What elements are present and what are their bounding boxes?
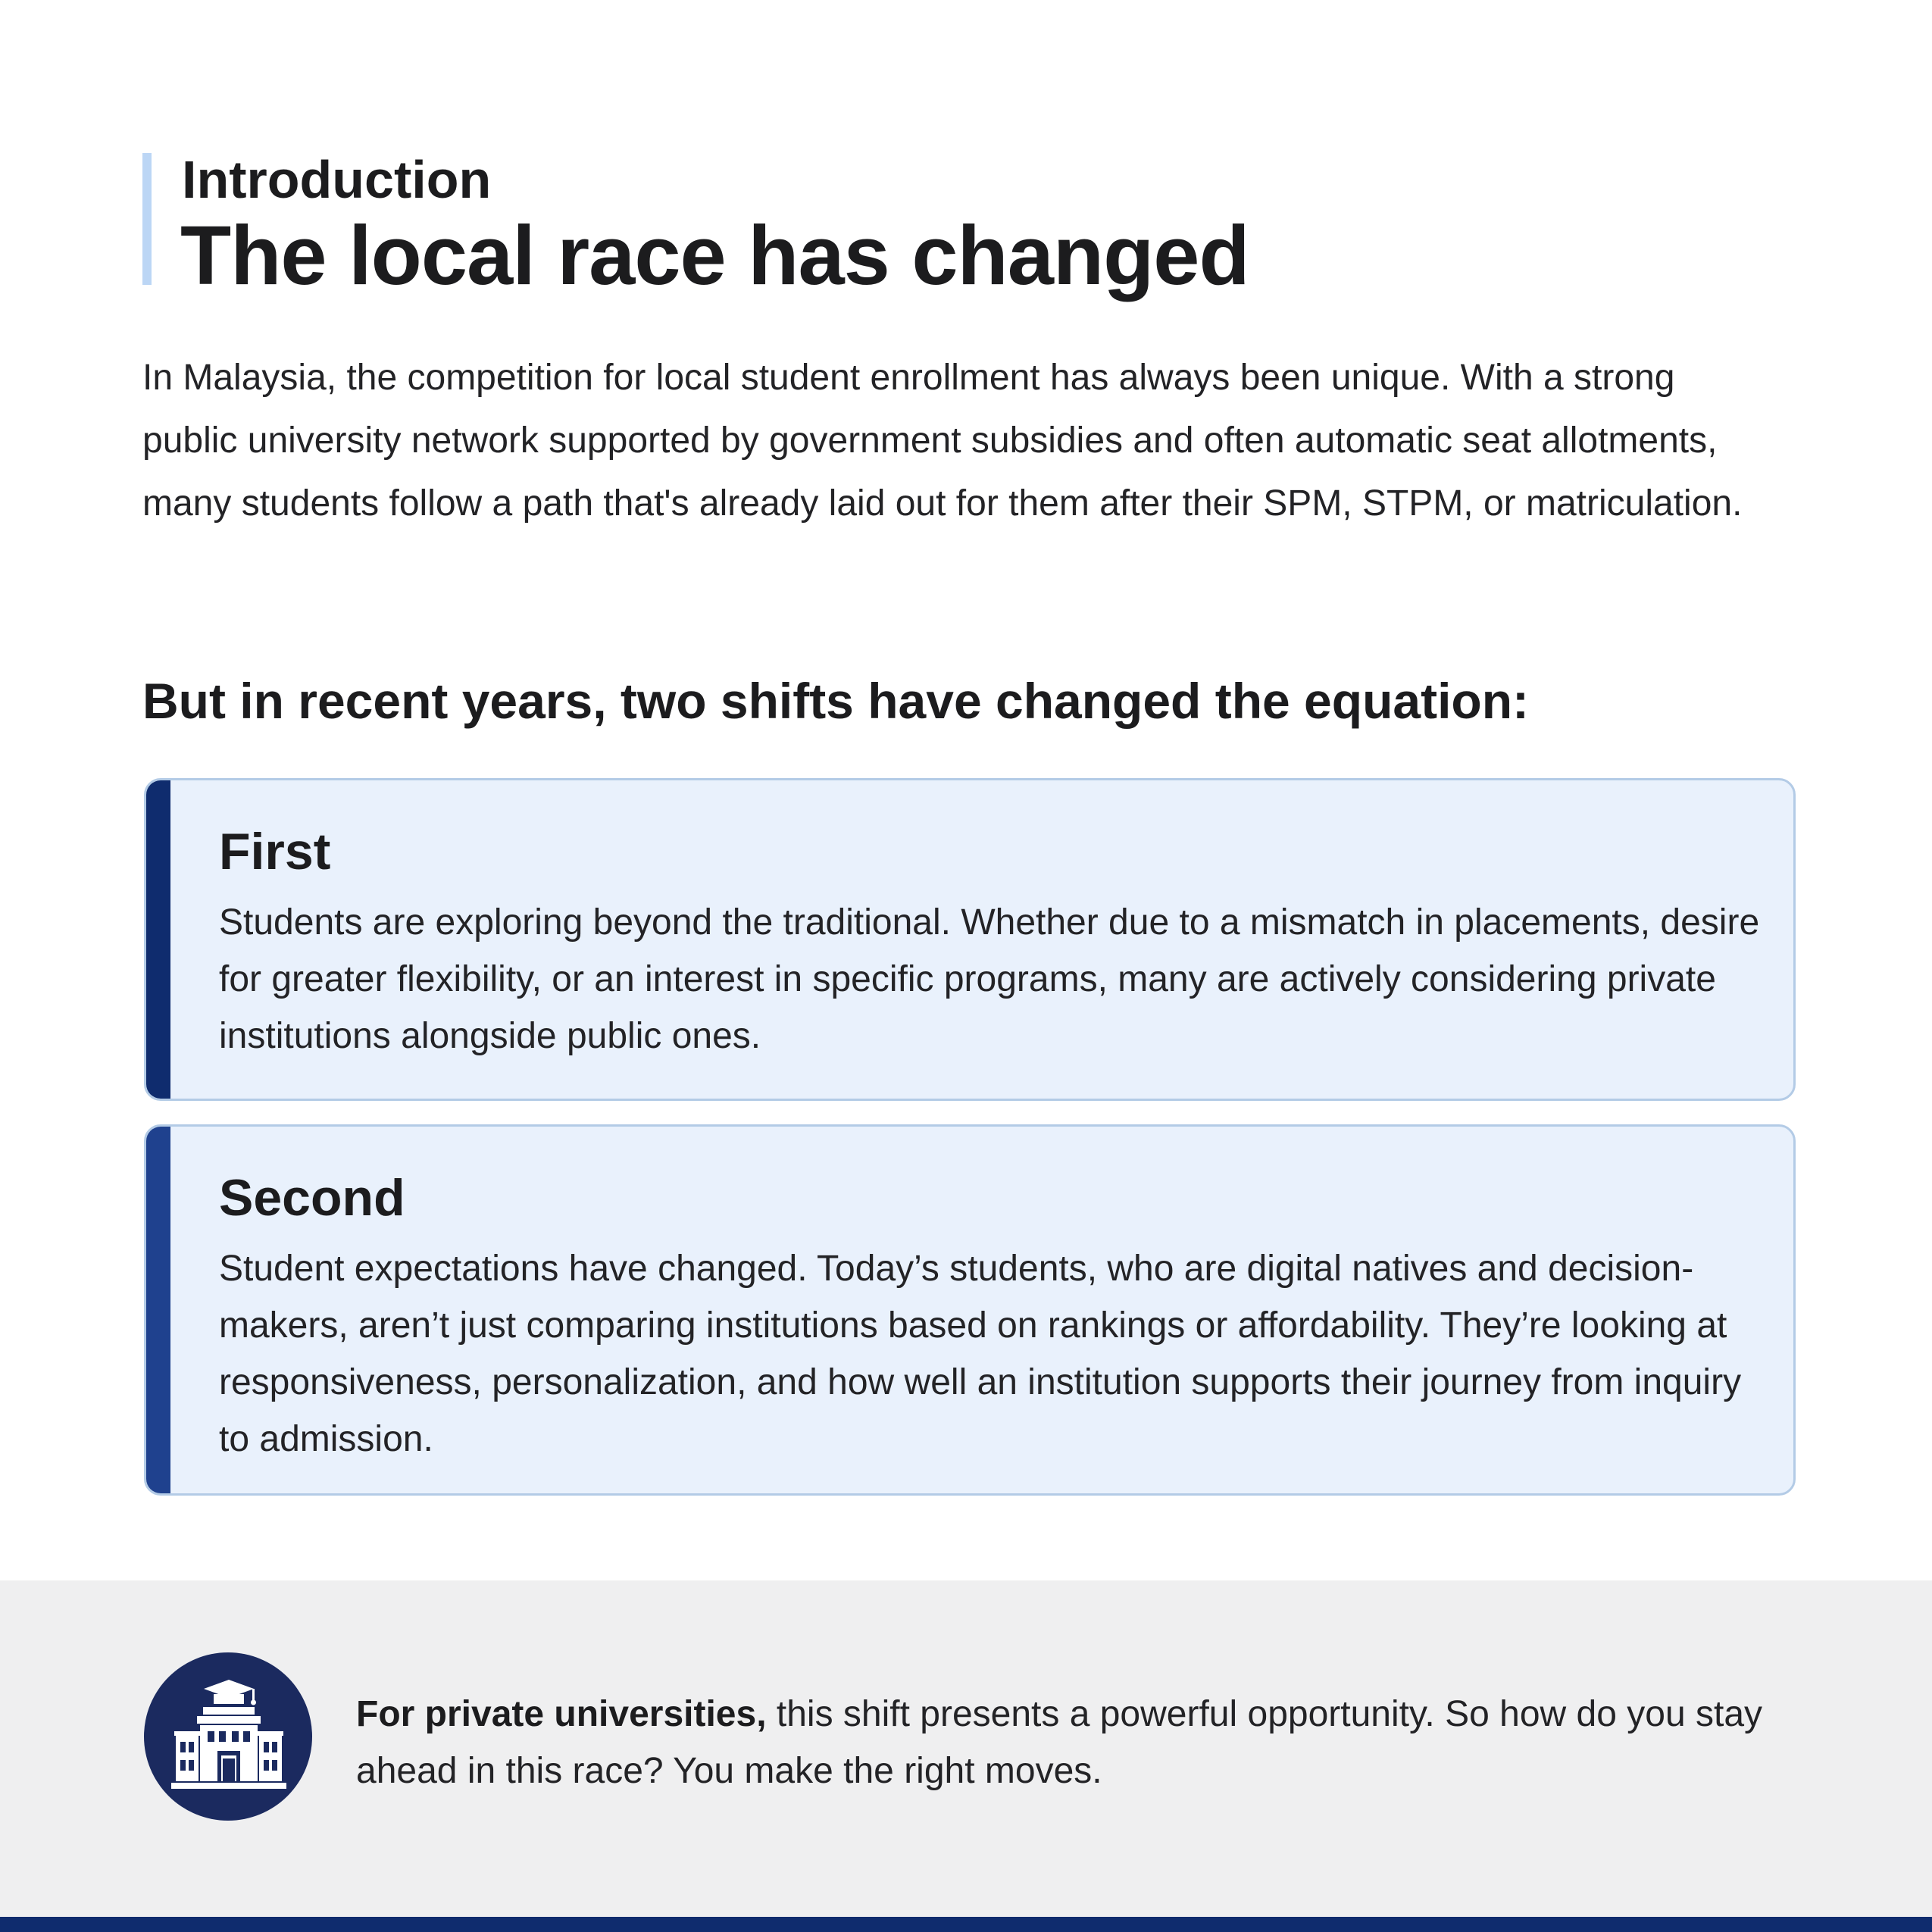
first-shift-card bbox=[144, 778, 1796, 1101]
section-header bbox=[142, 150, 1582, 302]
footer-bottom-strip bbox=[0, 1917, 1932, 1932]
footer-lead: For private universities, bbox=[356, 1694, 767, 1734]
second-card-body: Student expectations have changed. Today’s students, who are digital natives and decision-makers, aren’t just comparing institutions based on rankings or affordability. They’re looking at responsiveness, personalization, and how well an institution supports their journey from inquiry to admission. bbox=[219, 1249, 1742, 1459]
intro-paragraph: In Malaysia, the competition for local student enrollment has always been unique. With a strong public university network supported by government subsidies and often automatic seat allotments, many students follow a path that's already laid out for them after their SPM, STPM, or matriculation. bbox=[142, 358, 1743, 524]
header-accent-bar bbox=[142, 153, 152, 285]
footer-message bbox=[356, 1686, 1796, 1799]
page-title: The local race has changed bbox=[180, 209, 1249, 302]
first-card-body: Students are exploring beyond the traditional. Whether due to a mismatch in placements, desire for greater flexibility, or an interest in specific programs, many are actively considering private institutions alongside public ones. bbox=[219, 902, 1760, 1056]
second-card-title: Second bbox=[219, 1169, 405, 1227]
first-card-title: First bbox=[219, 823, 331, 880]
footer-body: this shift presents a powerful opportunity. So how do you stay ahead in this race? You make the right moves. bbox=[356, 1694, 1763, 1791]
section-eyebrow: Introduction bbox=[182, 150, 492, 209]
second-card-accent-bar bbox=[146, 1127, 170, 1493]
second-shift-card bbox=[144, 1124, 1796, 1496]
shifts-heading: But in recent years, two shifts have changed the equation: bbox=[142, 673, 1530, 729]
first-card-accent-bar bbox=[146, 780, 170, 1099]
university-building-icon bbox=[144, 1652, 312, 1821]
